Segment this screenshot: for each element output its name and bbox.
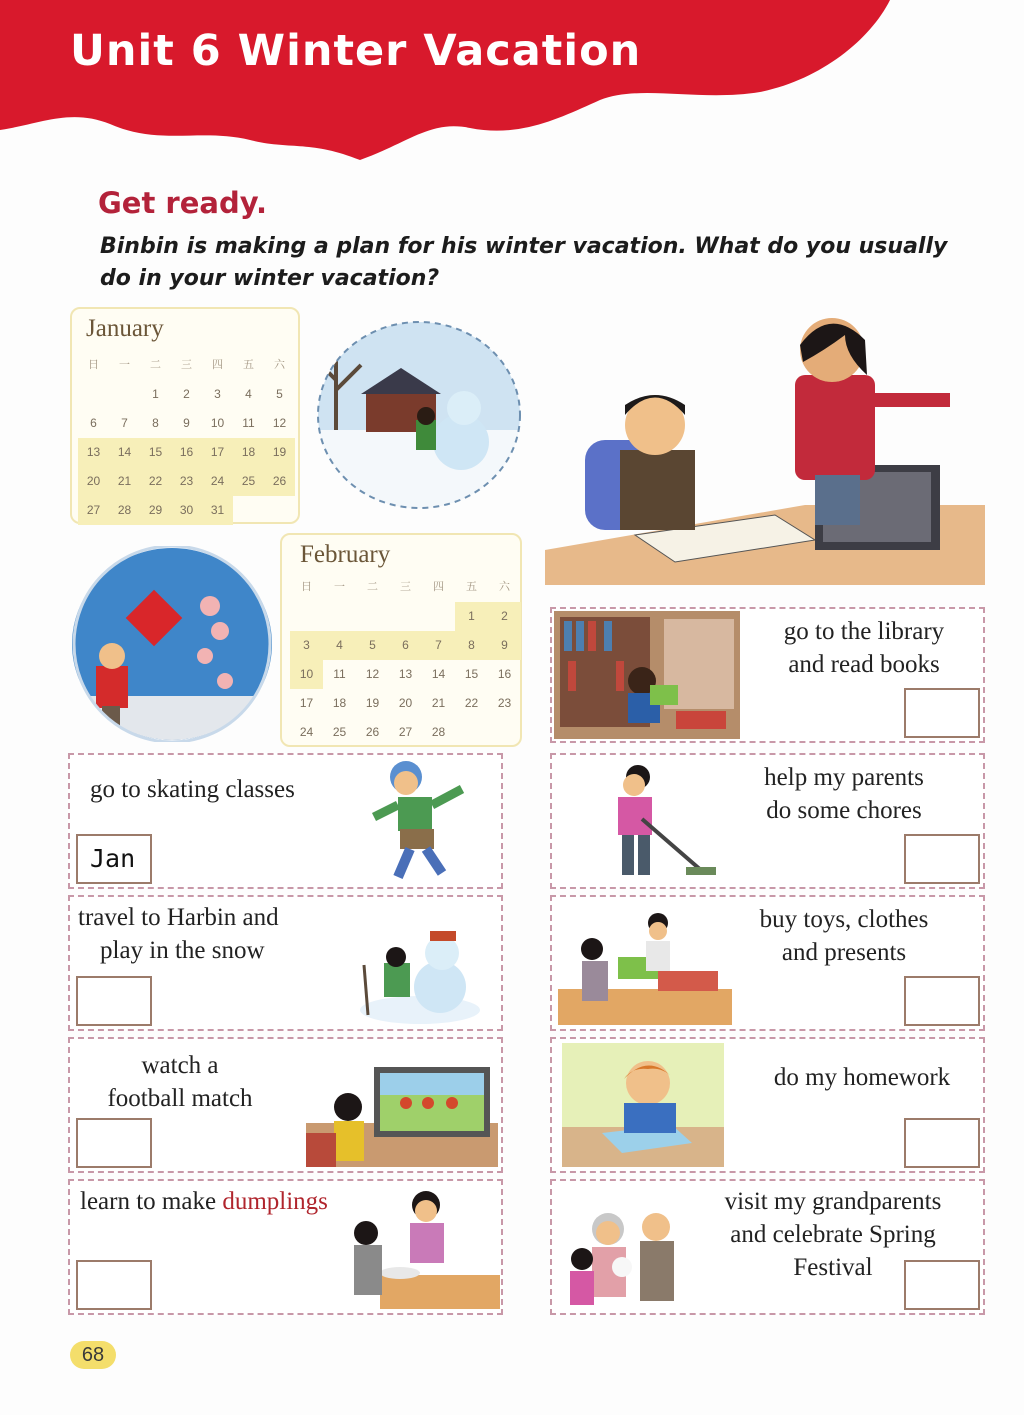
calendar-day: 3: [214, 387, 221, 401]
calendar-day: 22: [140, 467, 171, 496]
calendar-day: 22: [464, 696, 479, 710]
calendar-day: 25: [233, 467, 264, 496]
calendar-weekday: 二: [150, 359, 161, 371]
calendar-day: 23: [497, 696, 512, 710]
activity-card-library: [550, 607, 985, 743]
calendar-day: 13: [398, 667, 413, 681]
calendar-day: 16: [171, 438, 202, 467]
calendar-weekday: 六: [499, 581, 510, 593]
activity-card-chores: [550, 753, 985, 889]
answer-box[interactable]: [76, 834, 152, 884]
activity-line: help my parents: [764, 764, 924, 791]
calendar-day: 2: [488, 602, 521, 631]
calendar-day: 6: [90, 416, 97, 430]
calendar-day: [389, 602, 422, 631]
calendar-day: 27: [398, 725, 413, 739]
calendar-weekday: 三: [181, 359, 192, 371]
activity-text: [78, 901, 279, 967]
activity-text: [752, 1061, 972, 1094]
making-dumplings-picture: [340, 1189, 500, 1309]
tv-football-picture: [306, 1063, 498, 1167]
calendar-day: 6: [389, 631, 422, 660]
calendar-weekday: 日: [88, 359, 99, 371]
kite-flying-picture: [70, 546, 274, 742]
calendar-day: 14: [431, 667, 446, 681]
activity-line: learn to make: [80, 1188, 223, 1215]
section-heading: Get ready.: [98, 186, 267, 220]
calendar-grid: [290, 573, 521, 747]
calendar-weekday: 四: [212, 359, 223, 371]
calendar-day: 8: [152, 416, 159, 430]
activity-card-shopping: [550, 895, 985, 1031]
calendar-day: 3: [290, 631, 323, 660]
activity-card-skating: [68, 753, 503, 889]
calendar-day: 26: [264, 467, 295, 496]
calendar-day: 1: [455, 602, 488, 631]
calendar-day: 1: [152, 387, 159, 401]
binbin-and-mother-picture: [545, 300, 985, 590]
calendar-day: [455, 718, 488, 747]
activity-card-football: [68, 1037, 503, 1173]
activity-card-homework: [550, 1037, 985, 1173]
answer-box[interactable]: [76, 1118, 152, 1168]
calendar-day: 25: [332, 725, 347, 739]
calendar-weekday: 六: [274, 359, 285, 371]
activity-line: and celebrate Spring: [730, 1221, 936, 1248]
activity-card-harbin: [68, 895, 503, 1031]
january-calendar: [70, 307, 300, 524]
calendar-day: 7: [121, 416, 128, 430]
activity-line: and read books: [788, 651, 940, 678]
activity-line: play in the snow: [100, 937, 265, 964]
answer-text: [78, 1270, 90, 1299]
activity-line: do some chores: [766, 797, 922, 824]
calendar-weekday: 二: [367, 581, 378, 593]
calendar-day: 12: [365, 667, 380, 681]
activity-text: [754, 615, 974, 681]
activity-text: [80, 1185, 328, 1218]
february-calendar: [280, 533, 522, 747]
calendar-day: 18: [233, 438, 264, 467]
calendar-day: 29: [140, 496, 171, 525]
answer-box[interactable]: [904, 976, 980, 1026]
shopping-picture: [558, 913, 734, 1025]
calendar-day: [323, 602, 356, 631]
unit-title: Unit 6 Winter Vacation: [70, 26, 642, 76]
calendar-day: 8: [455, 631, 488, 660]
activity-line: travel to Harbin and: [78, 904, 279, 931]
calendar-day: 19: [264, 438, 295, 467]
calendar-weekday: 五: [243, 359, 254, 371]
answer-text: Jan: [90, 844, 136, 873]
calendar-day: 14: [109, 438, 140, 467]
calendar-day: 2: [183, 387, 190, 401]
skating-child-picture: [370, 759, 470, 883]
answer-box[interactable]: [904, 1118, 980, 1168]
activity-card-grandparents: [550, 1179, 985, 1315]
activity-line: go to the library: [783, 618, 945, 645]
calendar-day: 17: [299, 696, 314, 710]
calendar-day: 5: [356, 631, 389, 660]
calendar-day: 26: [365, 725, 380, 739]
answer-text: [906, 1270, 918, 1299]
calendar-weekday: 四: [433, 581, 444, 593]
calendar-day: 9: [183, 416, 190, 430]
calendar-day: 17: [202, 438, 233, 467]
calendar-weekday: 三: [400, 581, 411, 593]
activity-text: [70, 1049, 290, 1115]
calendar-day: 21: [431, 696, 446, 710]
calendar-month-title: January: [86, 315, 164, 342]
calendar-weekday: 日: [301, 581, 312, 593]
homework-boy-picture: [562, 1043, 724, 1167]
activity-card-dumplings: [68, 1179, 503, 1315]
intro-prompt: Binbin is making a plan for his winter vacation. What do you usually do in your winter vacation?: [100, 234, 948, 291]
calendar-day: 18: [332, 696, 347, 710]
activity-text: [734, 903, 954, 969]
library-picture: [554, 611, 740, 739]
calendar-day: 7: [422, 631, 455, 660]
calendar-day: 10: [290, 660, 323, 689]
calendar-day: 30: [171, 496, 202, 525]
activity-line: buy toys, clothes: [759, 906, 929, 933]
calendar-day: 19: [365, 696, 380, 710]
calendar-day: 16: [497, 667, 512, 681]
calendar-weekday: 一: [334, 581, 345, 593]
snowman-building-picture: [350, 925, 480, 1025]
answer-box[interactable]: [904, 1260, 980, 1310]
calendar-weekday: 一: [119, 359, 130, 371]
calendar-day: [233, 496, 264, 525]
activity-line: do my homework: [773, 1064, 951, 1091]
answer-text: [906, 844, 918, 873]
answer-text: [78, 1128, 90, 1157]
activity-line: go to skating classes: [90, 776, 295, 803]
calendar-day: [264, 496, 295, 525]
calendar-day: 28: [431, 725, 446, 739]
answer-text: [78, 986, 90, 1015]
answer-text: [906, 698, 918, 727]
calendar-day: [488, 718, 521, 747]
calendar-day: 21: [109, 467, 140, 496]
calendar-day: 15: [464, 667, 479, 681]
activity-text: [90, 773, 295, 806]
highlight-word: dumplings: [222, 1188, 328, 1215]
calendar-day: 11: [242, 416, 255, 430]
activity-text: [734, 761, 954, 827]
calendar-day: 24: [202, 467, 233, 496]
calendar-day: 10: [210, 416, 225, 430]
calendar-day: 27: [78, 496, 109, 525]
activity-line: watch a: [141, 1052, 219, 1079]
calendar-day: 31: [202, 496, 233, 525]
calendar-day: [356, 602, 389, 631]
grandparents-picture: [560, 1205, 690, 1309]
activity-line: Festival: [793, 1254, 873, 1281]
calendar-day: 9: [488, 631, 521, 660]
calendar-day: 24: [299, 725, 314, 739]
snowman-scene-picture: [316, 320, 522, 510]
vacuuming-girl-picture: [592, 759, 722, 883]
page-number: 68: [70, 1341, 116, 1369]
calendar-month-title: February: [300, 541, 391, 568]
calendar-day: 4: [323, 631, 356, 660]
calendar-day: 20: [78, 467, 109, 496]
answer-text: [906, 986, 918, 1015]
calendar-day: 15: [140, 438, 171, 467]
calendar-day: [290, 602, 323, 631]
answer-box[interactable]: [904, 834, 980, 884]
calendar-day: 28: [109, 496, 140, 525]
calendar-day: 4: [245, 387, 252, 401]
calendar-day: [422, 602, 455, 631]
answer-box[interactable]: [904, 688, 980, 738]
calendar-day: [109, 380, 140, 409]
activity-line: visit my grandparents: [724, 1188, 942, 1215]
calendar-day: 11: [333, 667, 346, 681]
activity-line: football match: [107, 1085, 253, 1112]
calendar-day: 5: [276, 387, 283, 401]
answer-box[interactable]: [76, 976, 152, 1026]
calendar-day: [78, 380, 109, 409]
calendar-day: 20: [398, 696, 413, 710]
calendar-weekday: 五: [466, 581, 477, 593]
calendar-day: 13: [78, 438, 109, 467]
calendar-grid: [78, 351, 295, 525]
answer-text: [906, 1128, 918, 1157]
calendar-day: 23: [171, 467, 202, 496]
answer-box[interactable]: [76, 1260, 152, 1310]
activity-line: and presents: [781, 939, 907, 966]
calendar-day: 12: [272, 416, 287, 430]
